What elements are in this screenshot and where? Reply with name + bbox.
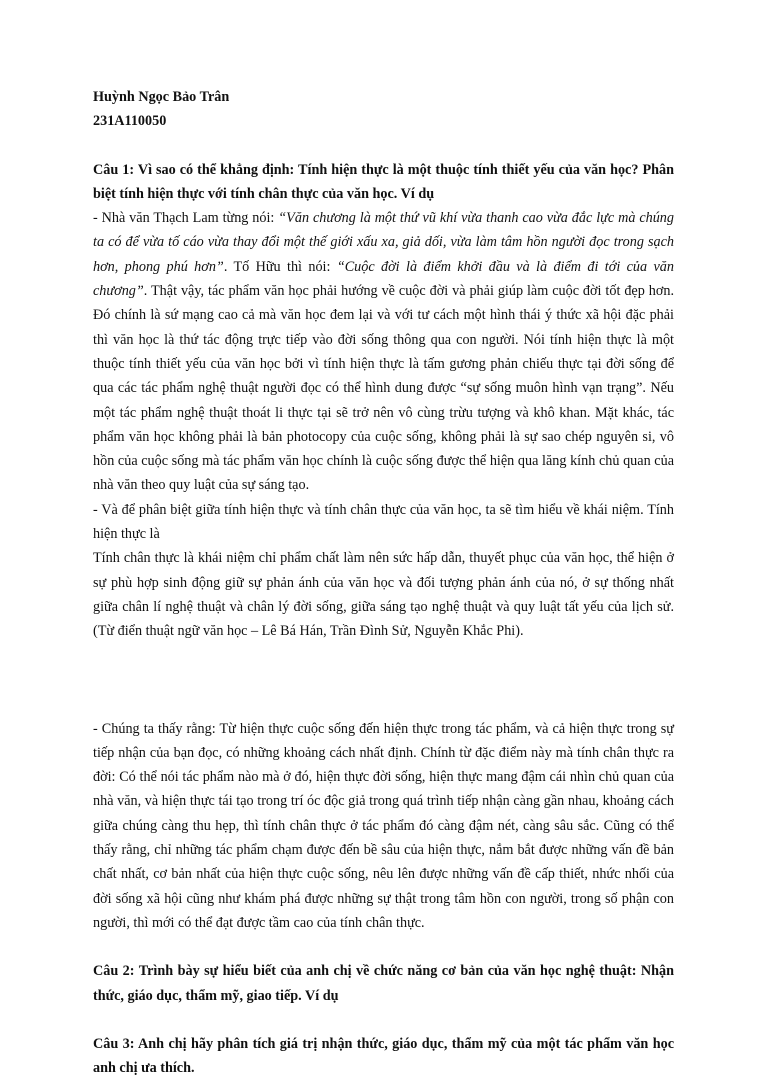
document-page <box>93 85 674 1080</box>
author-header <box>93 85 674 134</box>
paragraph-1-rest: . Thật vậy, tác phẩm văn học phải hướng về cuộc đời và phải giúp làm cuộc đời tốt đẹp hơn. Đó chính là sứ mạng cao cả mà văn học đem lại và với tư cách một hình thái ý thức xã hội đặc phải thì văn học là thứ tác động trực tiếp vào đời sống thông qua con người. Nói tính hiện thực là một thuộc tính thiết yếu của văn học bởi vì tính hiện thực là tấm gương phản chiếu thực tại đời sống để qua các tác phẩm nghệ thuật người đọc có thể hình dung được “sự sống muôn hình vạn trạng”. Nếu một tác phẩm nghệ thuật thoát li thực tại sẽ trở nên vô cùng trừu tượng và khô khan. Mặt khác, tác phẩm văn học không phải là bản photocopy của cuộc sống, không phải là sự sao chép nguyên si, vô hồn của cuộc sống mà tác phẩm văn học chính là cuộc sống được thể hiện qua lăng kính chủ quan của nhà văn theo quy luật của sự sáng tạo. <box>93 283 674 494</box>
quote-thach-lam: “Văn chương là một thứ vũ khí vừa thanh cao vừa đắc lực mà chúng ta có để vừa tố cáo vừa thay đổi một thế giới xấu xa, giả dối, vừa làm tâm hồn người đọc trong sạch hơn, phong phú hơn” <box>93 210 674 275</box>
question-1-title: Câu 1: Vì sao có thể khẳng định: Tính hiện thực là một thuộc tính thiết yếu của văn học? Phân biệt tính hiện thực với tính chân thực của văn học. Ví dụ <box>93 161 674 202</box>
blank-line <box>93 1008 674 1032</box>
blank-line <box>93 935 674 959</box>
paragraph-1-lead: - Nhà văn Thạch Lam từng nói: <box>93 210 279 227</box>
paragraph-1 <box>93 206 674 498</box>
blank-space <box>93 644 674 717</box>
question-3-title: Câu 3: Anh chị hãy phân tích giá trị nhận thức, giáo dục, thẩm mỹ của một tác phẩm văn học anh chị ưa thích. <box>93 1035 674 1077</box>
author-name: Huỳnh Ngọc Bảo Trân <box>93 89 230 105</box>
student-id: 231A110050 <box>93 113 167 130</box>
paragraph-3: Tính chân thực là khái niệm chỉ phẩm chất làm nên sức hấp dẫn, thuyết phục của văn học, thể hiện ở sự phù hợp sinh động giữ sự phản ánh của văn học và đối tượng phản ánh của nó, ở sự thống nhất giữa chân lí nghệ thuật và chân lý đời sống, giữa sáng tạo nghệ thuật và quy luật tất yếu của lịch sử. (Từ điển thuật ngữ văn học – Lê Bá Hán, Trần Đình Sử, Nguyễn Khắc Phi). <box>93 550 674 640</box>
paragraph-1-middle: . Tố Hữu thì nói: <box>223 258 337 275</box>
paragraph-4: - Chúng ta thấy rằng: Từ hiện thực cuộc sống đến hiện thực trong tác phẩm, và cả hiện thực trong sự tiếp nhận của bạn đọc, có những khoảng cách nhất định. Chính từ đặc điểm này mà tính chân thực ra đời: Có thể nói tác phẩm nào mà ở đó, hiện thực đời sống, hiện thực mang đậm cái nhìn chủ quan của nhà văn, và hiện thực tái tạo trong trí óc độc giả trong quá trình tiếp nhận càng gần nhau, khoảng cách giữa chúng càng thu hẹp, thì tính chân thực ở tác phẩm đó càng đậm nét, càng sâu sắc. Cũng có thể thấy rằng, chỉ những tác phẩm chạm được đến bề sâu của hiện thực, nắm bắt được những vấn đề bản chất nhất, cơ bản nhất của hiện thực cuộc sống, nêu lên được những vấn đề cấp thiết, nhức nhối của đời sống xã hội cũng như khám phá được những sự thật trong tâm hồn con người, trong số phận con người, thì mới có thể đạt được tầm cao của tính chân thực. <box>93 720 674 931</box>
paragraph-2: - Và để phân biệt giữa tính hiện thực và tính chân thực của văn học, ta sẽ tìm hiểu về khái niệm. Tính hiện thực là <box>93 501 674 543</box>
quote-to-huu: “Cuộc đời là điểm khởi đầu và là điểm đi tới của văn chương” <box>93 258 674 300</box>
question-2-title: Câu 2: Trình bày sự hiểu biết của anh chị về chức năng cơ bản của văn học nghệ thuật: Nhận thức, giáo dục, thẩm mỹ, giao tiếp. Ví dụ <box>93 963 674 1004</box>
